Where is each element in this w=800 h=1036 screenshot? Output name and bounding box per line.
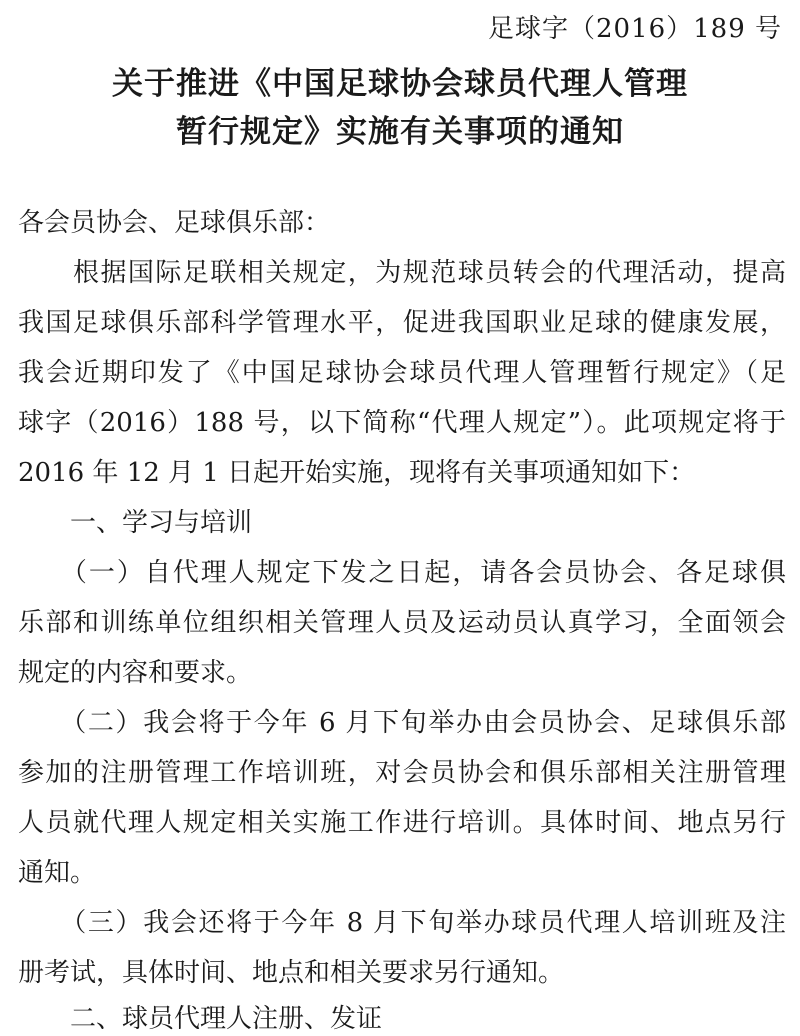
body-line: 人员就代理人规定相关实施工作进行培训。具体时间、地点另行 — [18, 808, 786, 838]
body-line: 我会近期印发了《中国足球协会球员代理人管理暂行规定》（足 — [18, 358, 786, 388]
document-number: 足球字（2016）189 号 — [487, 14, 782, 44]
body-line: 参加的注册管理工作培训班，对会员协会和俱乐部相关注册管理 — [18, 758, 786, 788]
body-line: 球字（2016）188 号，以下简称“代理人规定”）。此项规定将于 — [18, 408, 786, 438]
body-line: 规定的内容和要求。 — [18, 658, 253, 688]
body-line: 2016 年 12 月 1 日起开始实施，现将有关事项通知如下： — [18, 458, 696, 488]
section-heading: 一、学习与培训 — [18, 508, 253, 538]
body-line: 通知。 — [18, 858, 97, 888]
section-heading: 二、球员代理人注册、发证 — [18, 1004, 383, 1034]
salutation: 各会员协会、足球俱乐部： — [18, 208, 331, 238]
body-line: （三）我会还将于今年 8 月下旬举办球员代理人培训班及注 — [18, 908, 786, 938]
body-line: 乐部和训练单位组织相关管理人员及运动员认真学习，全面领会 — [18, 608, 786, 638]
document-title-line-1: 关于推进《中国足球协会球员代理人管理 — [112, 66, 688, 102]
body-line: 我国足球俱乐部科学管理水平，促进我国职业足球的健康发展， — [18, 308, 786, 338]
document-title-line-2: 暂行规定》实施有关事项的通知 — [176, 114, 624, 150]
body-line: （二）我会将于今年 6 月下旬举办由会员协会、足球俱乐部 — [18, 708, 786, 738]
body-line: 根据国际足联相关规定，为规范球员转会的代理活动，提高 — [18, 258, 786, 288]
body-line: 册考试，具体时间、地点和相关要求另行通知。 — [18, 958, 565, 988]
body-line: （一）自代理人规定下发之日起，请各会员协会、各足球俱 — [18, 558, 786, 588]
